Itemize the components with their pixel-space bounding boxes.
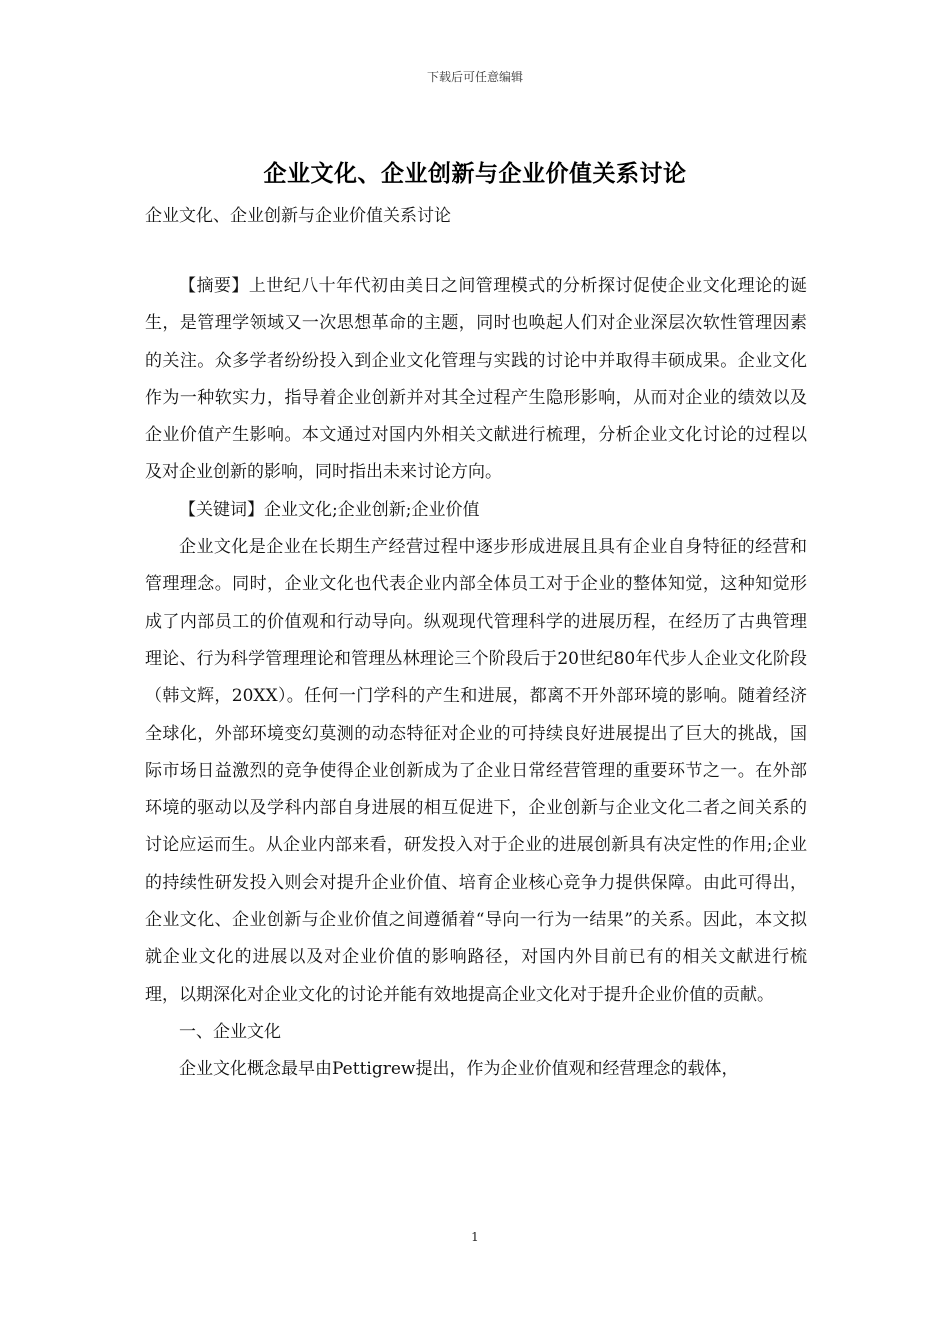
- page-number: 1: [471, 1230, 479, 1244]
- section-paragraph: 企业文化概念最早由Pettigrew提出，作为企业价值观和经营理念的载体，: [179, 1059, 739, 1080]
- keywords-paragraph: 【关键词】企业文化;企业创新;企业价值: [179, 499, 480, 520]
- section-heading: 一、企业文化: [179, 1021, 281, 1042]
- document-body: [145, 268, 807, 1089]
- document-title: 企业文化、企业创新与企业价值关系讨论: [263, 160, 687, 187]
- intro-paragraph: 企业文化是企业在长期生产经营过程中逐步形成进展且具有企业自身特征的经营和管理理念。同时，企业文化也代表企业内部全体员工对于企业的整体知觉，这种知觉形成了内部员工的价值观和行动导向。纵观现代管理科学的进展历程，在经历了古典管理理论、行为科学管理理论和管理丛林理论三个阶段后于20世纪80年代步人企业文化阶段（韩文辉，20XX）。任何一门学科的产生和进展，都离不开外部环境的影响。随着经济全球化，外部环境变幻莫测的动态特征对企业的可持续良好进展提出了巨大的挑战，国际市场日益激烈的竞争使得企业创新成为了企业日常经营管理的重要环节之一。在外部环境的驱动以及学科内部自身进展的相互促进下，企业创新与企业文化二者之间关系的讨论应运而生。从企业内部来看，研发投入对于企业的进展创新具有决定性的作用;企业的持续性研发投入则会对提升企业价值、培育企业核心竞争力提供保障。由此可得出，企业文化、企业创新与企业价值之间遵循着“导向一行为一结果”的关系。因此，本文拟就企业文化的进展以及对企业价值的影响路径，对国内外目前已有的相关文献进行梳理，以期深化对企业文化的讨论并能有效地提高企业文化对于提升企业价值的贡献。: [145, 537, 807, 1005]
- header-note: 下载后可任意编辑: [426, 70, 523, 84]
- abstract-paragraph: 【摘要】上世纪八十年代初由美日之间管理模式的分析探讨促使企业文化理论的诞生，是管理学领域又一次思想革命的主题，同时也唤起人们对企业深层次软性管理因素的关注。众多学者纷纷投入到企业文化管理与实践的讨论中并取得丰硕成果。企业文化作为一种软实力，指导着企业创新并对其全过程产生隐形影响，从而对企业的绩效以及企业价值产生影响。本文通过对国内外相关文献进行梳理，分析企业文化讨论的过程以及对企业创新的影响，同时指出未来讨论方向。: [145, 276, 807, 483]
- document-subtitle: 企业文化、企业创新与企业价值关系讨论: [145, 206, 451, 226]
